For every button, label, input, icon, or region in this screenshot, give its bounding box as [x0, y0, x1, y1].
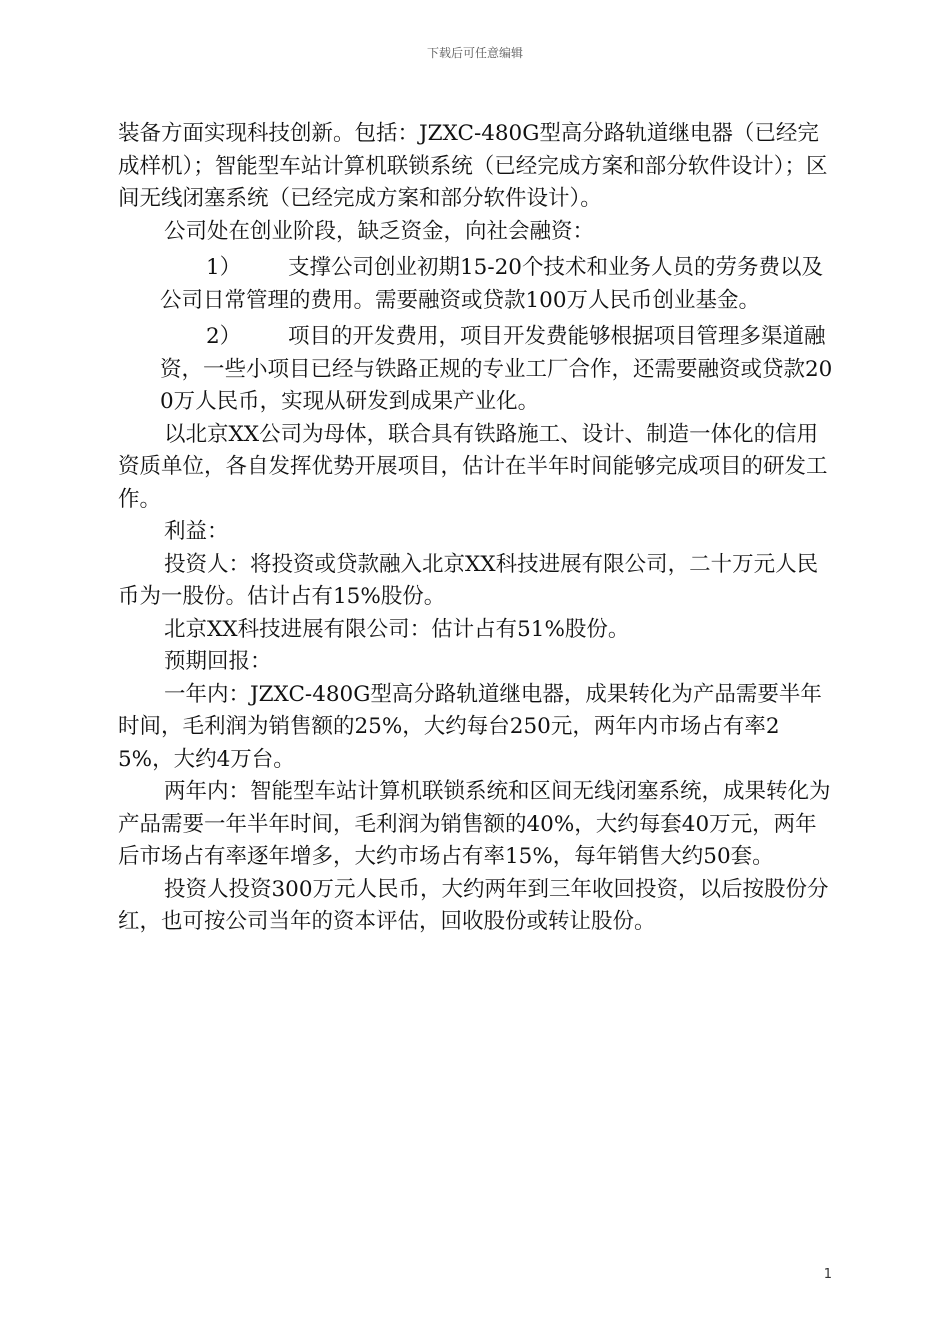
list-number-2: 2） [206, 324, 242, 349]
paragraph-investor: 投资人：将投资或贷款融入北京XX科技进展有限公司，二十万元人民币为一股份。估计占有15%股份。 [118, 551, 819, 609]
paragraph-returns-heading: 预期回报： [164, 649, 272, 674]
paragraph-company-share: 北京XX科技进展有限公司：估计占有51%股份。 [164, 616, 630, 642]
document-body [118, 118, 834, 939]
paragraph-tech-innovation: 装备方面实现科技创新。包括：JZXC-480G型高分路轨道继电器（已经完成样机）；智能型车站计算机联锁系统（已经完成方案和部分软件设计）；区间无线闭塞系统（已经完成方案和部分软件设计）。 [118, 121, 828, 211]
list-item-2 [118, 321, 834, 419]
list-item-1 [118, 252, 834, 317]
paragraph-one-year: 一年内：JZXC-480G型高分路轨道继电器，成果转化为产品需要半年时间，毛利润为销售额的25%，大约每台250元，两年内市场占有率25%，大约4万台。 [118, 681, 822, 772]
list-text-2: 项目的开发费用，项目开发费能够根据项目管理多渠道融资，一些小项目已经与铁路正规的专业工厂合作，还需要融资或贷款200万人民币，实现从研发到成果产业化。 [160, 324, 833, 414]
paragraph-investment-return: 投资人投资300万元人民币，大约两年到三年收回投资，以后按股份分红，也可按公司当年的资本评估，回收股份或转让股份。 [118, 876, 829, 934]
list-number-1: 1） [206, 255, 242, 280]
paragraph-two-years: 两年内：智能型车站计算机联锁系统和区间无线闭塞系统，成果转化为产品需要一年半年时间，毛利润为销售额的40%，大约每套40万元，两年后市场占有率逐年增多，大约市场占有率15%，每年销售大约50套。 [118, 779, 831, 869]
page-number: 1 [823, 1267, 832, 1282]
page-header: 下载后可任意编辑 [426, 46, 523, 60]
paragraph-benefits-heading: 利益： [164, 519, 229, 544]
list-text-1: 支撑公司创业初期15-20个技术和业务人员的劳务费以及公司日常管理的费用。需要融资或贷款100万人民币创业基金。 [160, 255, 823, 313]
paragraph-partnership: 以北京XX公司为母体，联合具有铁路施工、设计、制造一体化的信用资质单位，各自发挥优势开展项目，估计在半年时间能够完成项目的研发工作。 [118, 421, 828, 512]
paragraph-financing-intro: 公司处在创业阶段，缺乏资金，向社会融资： [164, 218, 595, 244]
